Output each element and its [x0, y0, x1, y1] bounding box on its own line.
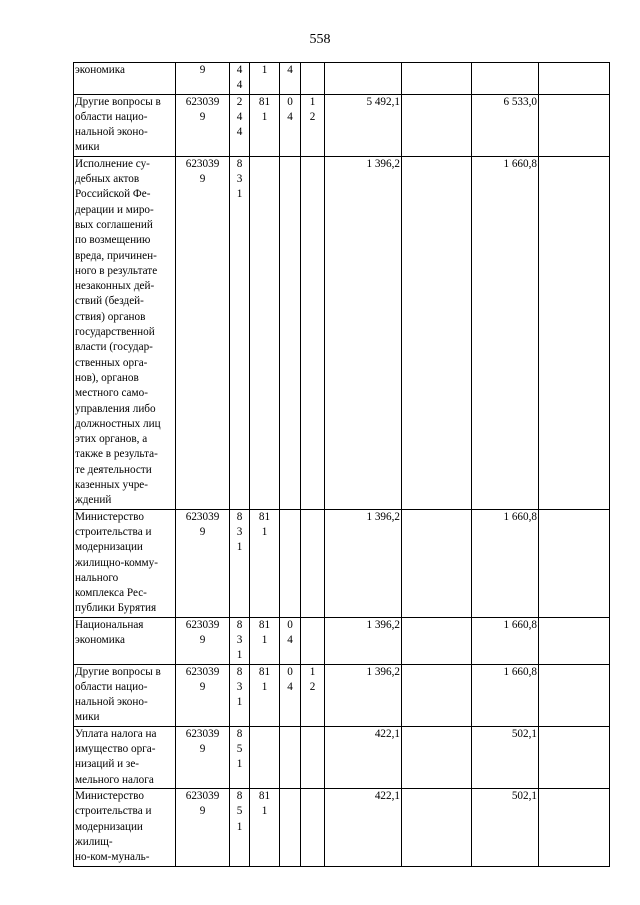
empty-cell: [402, 156, 472, 509]
expense-type-cell: 81 1: [250, 617, 280, 664]
table-body: [74, 63, 610, 867]
target-code-cell: 623039 9: [176, 509, 230, 617]
expense-type-cell: 81 1: [250, 509, 280, 617]
empty-cell: [539, 94, 610, 156]
subsection-cell: [301, 726, 325, 788]
section-cell: [280, 156, 301, 509]
amount-2-cell: 6 533,0: [472, 94, 539, 156]
expense-type-cell: 81 1: [250, 788, 280, 866]
empty-cell: [402, 63, 472, 95]
subsection-cell: [301, 63, 325, 95]
section-cell: 0 4: [280, 617, 301, 664]
expense-type-cell: 81 1: [250, 664, 280, 726]
expense-type-cell: 81 1: [250, 94, 280, 156]
table-row: [74, 509, 610, 617]
row-name-cell: Другие вопросы в области нацио- нальной эконо- мики: [74, 94, 176, 156]
empty-cell: [539, 617, 610, 664]
amount-1-cell: 1 396,2: [325, 617, 402, 664]
table-row: [74, 156, 610, 509]
empty-cell: [402, 788, 472, 866]
target-code-cell: 623039 9: [176, 664, 230, 726]
table-row: [74, 63, 610, 95]
empty-cell: [539, 664, 610, 726]
target-code-cell: 623039 9: [176, 94, 230, 156]
empty-cell: [402, 617, 472, 664]
empty-cell: [402, 94, 472, 156]
amount-2-cell: 1 660,8: [472, 509, 539, 617]
table-row: [74, 788, 610, 866]
empty-cell: [402, 509, 472, 617]
amount-2-cell: 1 660,8: [472, 156, 539, 509]
row-name-cell: Министерство строительства и модернизации жилищ- но-ком-муналь-: [74, 788, 176, 866]
empty-cell: [402, 664, 472, 726]
section-cell: 0 4: [280, 664, 301, 726]
target-code-cell: 623039 9: [176, 156, 230, 509]
amount-1-cell: 422,1: [325, 788, 402, 866]
row-name-cell: Уплата налога на имущество орга- низаций и зе- мельного налога: [74, 726, 176, 788]
row-name-cell: Другие вопросы в области нацио- нальной эконо- мики: [74, 664, 176, 726]
subsection-cell: 1 2: [301, 664, 325, 726]
subsection-cell: 1 2: [301, 94, 325, 156]
expense-group-cell: 8 5 1: [230, 726, 250, 788]
expense-group-cell: 2 4 4: [230, 94, 250, 156]
target-code-cell: 623039 9: [176, 788, 230, 866]
empty-cell: [539, 726, 610, 788]
section-cell: 4: [280, 63, 301, 95]
empty-cell: [539, 788, 610, 866]
table-row: [74, 664, 610, 726]
subsection-cell: [301, 509, 325, 617]
amount-2-cell: 502,1: [472, 788, 539, 866]
amount-1-cell: 5 492,1: [325, 94, 402, 156]
amount-1-cell: 422,1: [325, 726, 402, 788]
subsection-cell: [301, 617, 325, 664]
section-cell: [280, 726, 301, 788]
section-cell: [280, 509, 301, 617]
expense-group-cell: 8 3 1: [230, 156, 250, 509]
amount-1-cell: 1 396,2: [325, 509, 402, 617]
amount-2-cell: 1 660,8: [472, 664, 539, 726]
expense-group-cell: 8 3 1: [230, 664, 250, 726]
row-name-cell: Национальная экономика: [74, 617, 176, 664]
subsection-cell: [301, 788, 325, 866]
empty-cell: [539, 156, 610, 509]
expense-type-cell: [250, 156, 280, 509]
expense-group-cell: 8 5 1: [230, 788, 250, 866]
section-cell: 0 4: [280, 94, 301, 156]
budget-table: [73, 62, 610, 867]
target-code-cell: 9: [176, 63, 230, 95]
expense-group-cell: 8 3 1: [230, 617, 250, 664]
amount-1-cell: 1 396,2: [325, 156, 402, 509]
section-cell: [280, 788, 301, 866]
table-row: [74, 617, 610, 664]
row-name-cell: экономика: [74, 63, 176, 95]
amount-2-cell: [472, 63, 539, 95]
target-code-cell: 623039 9: [176, 617, 230, 664]
amount-1-cell: 1 396,2: [325, 664, 402, 726]
table-row: [74, 726, 610, 788]
expense-type-cell: [250, 726, 280, 788]
empty-cell: [539, 63, 610, 95]
expense-type-cell: 1: [250, 63, 280, 95]
amount-2-cell: 1 660,8: [472, 617, 539, 664]
page-number: 558: [309, 32, 331, 47]
row-name-cell: Министерство строительства и модернизации жилищно-комму- нального комплекса Рес- публики Бурятия: [74, 509, 176, 617]
empty-cell: [402, 726, 472, 788]
table-row: [74, 94, 610, 156]
expense-group-cell: 4 4: [230, 63, 250, 95]
empty-cell: [539, 509, 610, 617]
expense-group-cell: 8 3 1: [230, 509, 250, 617]
amount-1-cell: [325, 63, 402, 95]
amount-2-cell: 502,1: [472, 726, 539, 788]
subsection-cell: [301, 156, 325, 509]
row-name-cell: Исполнение су- дебных актов Российской Фе- дерации и миро- вых соглашений по возмещению вреда, причинен- ного в результате незаконных дей- ствий (бездей- ствия) органов государственной власти (государ- ственных орга- нов), органов местного само- управления либо должностных лиц этих органов, а также в результа- те деятельности казенных учре- ждений: [74, 156, 176, 509]
target-code-cell: 623039 9: [176, 726, 230, 788]
